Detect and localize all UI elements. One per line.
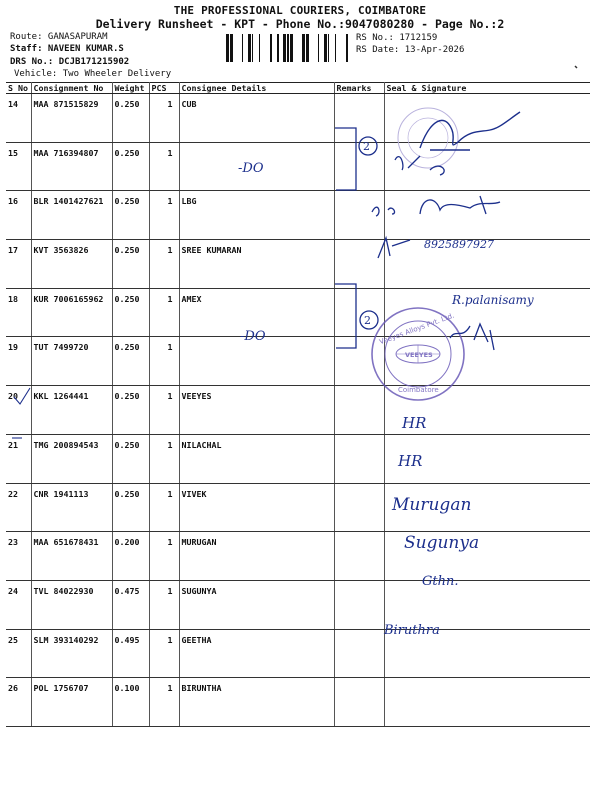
cell-weight: 0.495 xyxy=(112,629,149,678)
table-row xyxy=(6,580,590,629)
cell-consignment-no: SLM 393140292 xyxy=(31,629,112,678)
cell-pcs: 1 xyxy=(149,142,179,191)
table-row xyxy=(6,483,590,532)
signature-hr-row23: HR xyxy=(398,452,423,470)
barcode-bar xyxy=(277,34,279,62)
cell-remarks xyxy=(334,94,384,143)
cell-seal-signature xyxy=(384,386,590,435)
cell-pcs: 1 xyxy=(149,580,179,629)
table-row xyxy=(6,288,590,337)
cell-consignee: NILACHAL xyxy=(179,434,334,483)
signature-geetha: Gthn. xyxy=(422,574,459,589)
cell-remarks xyxy=(334,386,384,435)
stamp-city: Coimbatore xyxy=(398,386,439,394)
cell-consignee: GEETHA xyxy=(179,629,334,678)
drs-label: DRS No.: DCJB171215902 xyxy=(10,57,130,67)
cell-sno: 15 xyxy=(6,142,31,191)
svg-text:2: 2 xyxy=(364,314,371,327)
barcode-bar xyxy=(318,34,319,62)
cell-pcs: 1 xyxy=(149,483,179,532)
edge-mark xyxy=(575,66,577,68)
table-row xyxy=(6,94,590,143)
rs-date: RS Date: 13-Apr-2026 xyxy=(356,45,465,55)
cell-remarks xyxy=(334,191,384,240)
cell-consignment-no: KVT 3563826 xyxy=(31,240,112,289)
company-title: THE PROFESSIONAL COURIERS, COIMBATORE xyxy=(173,4,427,17)
route-label: Route: GANASAPURAM xyxy=(10,32,108,42)
barcode-bar xyxy=(230,34,233,62)
cell-remarks xyxy=(334,580,384,629)
cell-weight: 0.200 xyxy=(112,532,149,581)
svg-text:2: 2 xyxy=(363,140,370,153)
cell-remarks xyxy=(334,434,384,483)
cell-pcs: 1 xyxy=(149,386,179,435)
cell-weight: 0.250 xyxy=(112,337,149,386)
cell-weight: 0.250 xyxy=(112,288,149,337)
cell-seal-signature xyxy=(384,94,590,143)
cell-pcs: 1 xyxy=(149,532,179,581)
cell-sno: 25 xyxy=(6,629,31,678)
cell-sno: 17 xyxy=(6,240,31,289)
barcode-bar xyxy=(302,34,305,62)
table-row xyxy=(6,337,590,386)
cell-seal-signature xyxy=(384,240,590,289)
cell-remarks xyxy=(334,678,384,727)
cell-seal-signature xyxy=(384,678,590,727)
cell-weight: 0.250 xyxy=(112,94,149,143)
cell-sno: 26 xyxy=(6,678,31,727)
cell-remarks xyxy=(334,288,384,337)
cell-consignee: CUB xyxy=(179,94,334,143)
cell-pcs: 1 xyxy=(149,191,179,240)
cell-consignee xyxy=(179,142,334,191)
cell-weight: 0.250 xyxy=(112,142,149,191)
cell-consignment-no: TUT 7499720 xyxy=(31,337,112,386)
barcode-bar xyxy=(270,34,272,62)
col-header-weight: Weight xyxy=(112,83,149,94)
table-row xyxy=(6,678,590,727)
col-header-remarks: Remarks xyxy=(334,83,384,94)
cell-sno: 24 xyxy=(6,580,31,629)
cell-weight: 0.250 xyxy=(112,240,149,289)
cell-consignment-no: TVL 84022930 xyxy=(31,580,112,629)
ditto-mark-row19: -DO xyxy=(240,329,266,344)
cell-consignee: AMEX xyxy=(179,288,334,337)
cell-remarks xyxy=(334,142,384,191)
cell-sno: 14 xyxy=(6,94,31,143)
cell-remarks xyxy=(334,532,384,581)
signature-sugunya: Sugunya xyxy=(404,533,480,553)
signature-hr-row22: HR xyxy=(402,414,427,432)
barcode-bar xyxy=(346,34,348,62)
cell-seal-signature xyxy=(384,629,590,678)
table-header-row xyxy=(6,83,590,94)
cell-consignment-no: CNR 1941113 xyxy=(31,483,112,532)
cell-seal-signature xyxy=(384,532,590,581)
cell-consignee: BIRUNTHA xyxy=(179,678,334,727)
cell-weight: 0.250 xyxy=(112,434,149,483)
barcode-bar xyxy=(283,34,286,62)
stamp-center-text: VEEYES xyxy=(405,351,433,359)
staff-label: Staff: NAVEEN KUMAR.S xyxy=(10,44,124,54)
cell-pcs: 1 xyxy=(149,629,179,678)
barcode-bar xyxy=(324,34,327,62)
cell-seal-signature xyxy=(384,288,590,337)
barcode-image xyxy=(226,34,350,62)
table-row xyxy=(6,629,590,678)
cell-sno: 16 xyxy=(6,191,31,240)
col-header-sno: S No xyxy=(6,83,31,94)
cell-pcs: 1 xyxy=(149,240,179,289)
signature-palanisamy: R.palanisamy xyxy=(452,293,534,307)
cell-sno: 22 xyxy=(6,483,31,532)
cell-pcs: 1 xyxy=(149,434,179,483)
barcode-bar xyxy=(248,34,251,62)
cell-sno: 19 xyxy=(6,337,31,386)
cell-consignee: SUGUNYA xyxy=(179,580,334,629)
barcode-bar xyxy=(328,34,329,62)
cell-sno: 21 xyxy=(6,434,31,483)
cell-consignment-no: MAA 716394807 xyxy=(31,142,112,191)
cell-consignee xyxy=(179,337,334,386)
col-header-seal-signature: Seal & Signature xyxy=(384,83,590,94)
cell-pcs: 1 xyxy=(149,94,179,143)
cell-pcs: 1 xyxy=(149,288,179,337)
col-header-consignee: Consignee Details xyxy=(179,83,334,94)
signature-murugan: Murugan xyxy=(392,495,472,515)
ditto-mark-row15: -DO xyxy=(238,161,264,176)
barcode-bar xyxy=(287,34,289,62)
table-row xyxy=(6,386,590,435)
cell-weight: 0.100 xyxy=(112,678,149,727)
col-header-pcs: PCS xyxy=(149,83,179,94)
col-header-consignment: Consignment No xyxy=(31,83,112,94)
barcode-bar xyxy=(335,34,336,62)
cell-remarks xyxy=(334,337,384,386)
barcode-bar xyxy=(290,34,293,62)
barcode-bar xyxy=(242,34,243,62)
stamp-ring-text: Veeyes Alloys Pvt. Ltd. xyxy=(378,311,456,347)
cell-pcs: 1 xyxy=(149,337,179,386)
cell-consignee: VEEYES xyxy=(179,386,334,435)
table-row xyxy=(6,142,590,191)
barcode-bar xyxy=(226,34,229,62)
cell-remarks xyxy=(334,240,384,289)
barcode-bar xyxy=(252,34,253,62)
cell-consignment-no: TMG 200894543 xyxy=(31,434,112,483)
cell-seal-signature xyxy=(384,142,590,191)
cell-consignee: MURUGAN xyxy=(179,532,334,581)
cell-seal-signature xyxy=(384,337,590,386)
table-row xyxy=(6,434,590,483)
rs-number: RS No.: 1712159 xyxy=(356,33,438,43)
cell-weight: 0.250 xyxy=(112,191,149,240)
cell-weight: 0.250 xyxy=(112,483,149,532)
cell-sno: 20 xyxy=(6,386,31,435)
table-row xyxy=(6,191,590,240)
cell-consignment-no: KKL 1264441 xyxy=(31,386,112,435)
cell-seal-signature xyxy=(384,191,590,240)
cell-consignee: LBG xyxy=(179,191,334,240)
signature-biruntha: Biruthra xyxy=(384,623,440,638)
table-row xyxy=(6,532,590,581)
cell-consignment-no: KUR 7006165962 xyxy=(31,288,112,337)
cell-consignee: VIVEK xyxy=(179,483,334,532)
cell-sno: 23 xyxy=(6,532,31,581)
cell-consignment-no: POL 1756707 xyxy=(31,678,112,727)
cell-weight: 0.250 xyxy=(112,386,149,435)
runsheet-subtitle: Delivery Runsheet - KPT - Phone No.:9047080280 - Page No.:2 xyxy=(95,17,505,31)
table-row xyxy=(6,240,590,289)
cell-consignee: SREE KUMARAN xyxy=(179,240,334,289)
cell-consignment-no: MAA 651678431 xyxy=(31,532,112,581)
cell-remarks xyxy=(334,483,384,532)
cell-consignment-no: MAA 871515829 xyxy=(31,94,112,143)
barcode-bar xyxy=(259,34,260,62)
cell-consignment-no: BLR 1401427621 xyxy=(31,191,112,240)
cell-sno: 18 xyxy=(6,288,31,337)
cell-seal-signature xyxy=(384,580,590,629)
vehicle-label: Vehicle: Two Wheeler Delivery xyxy=(14,69,172,79)
barcode-bar xyxy=(306,34,309,62)
cell-remarks xyxy=(334,629,384,678)
cell-seal-signature xyxy=(384,483,590,532)
cell-seal-signature xyxy=(384,434,590,483)
cell-pcs: 1 xyxy=(149,678,179,727)
phone-note-row17: 8925897927 xyxy=(424,238,494,251)
runsheet-table xyxy=(6,82,590,727)
cell-weight: 0.475 xyxy=(112,580,149,629)
